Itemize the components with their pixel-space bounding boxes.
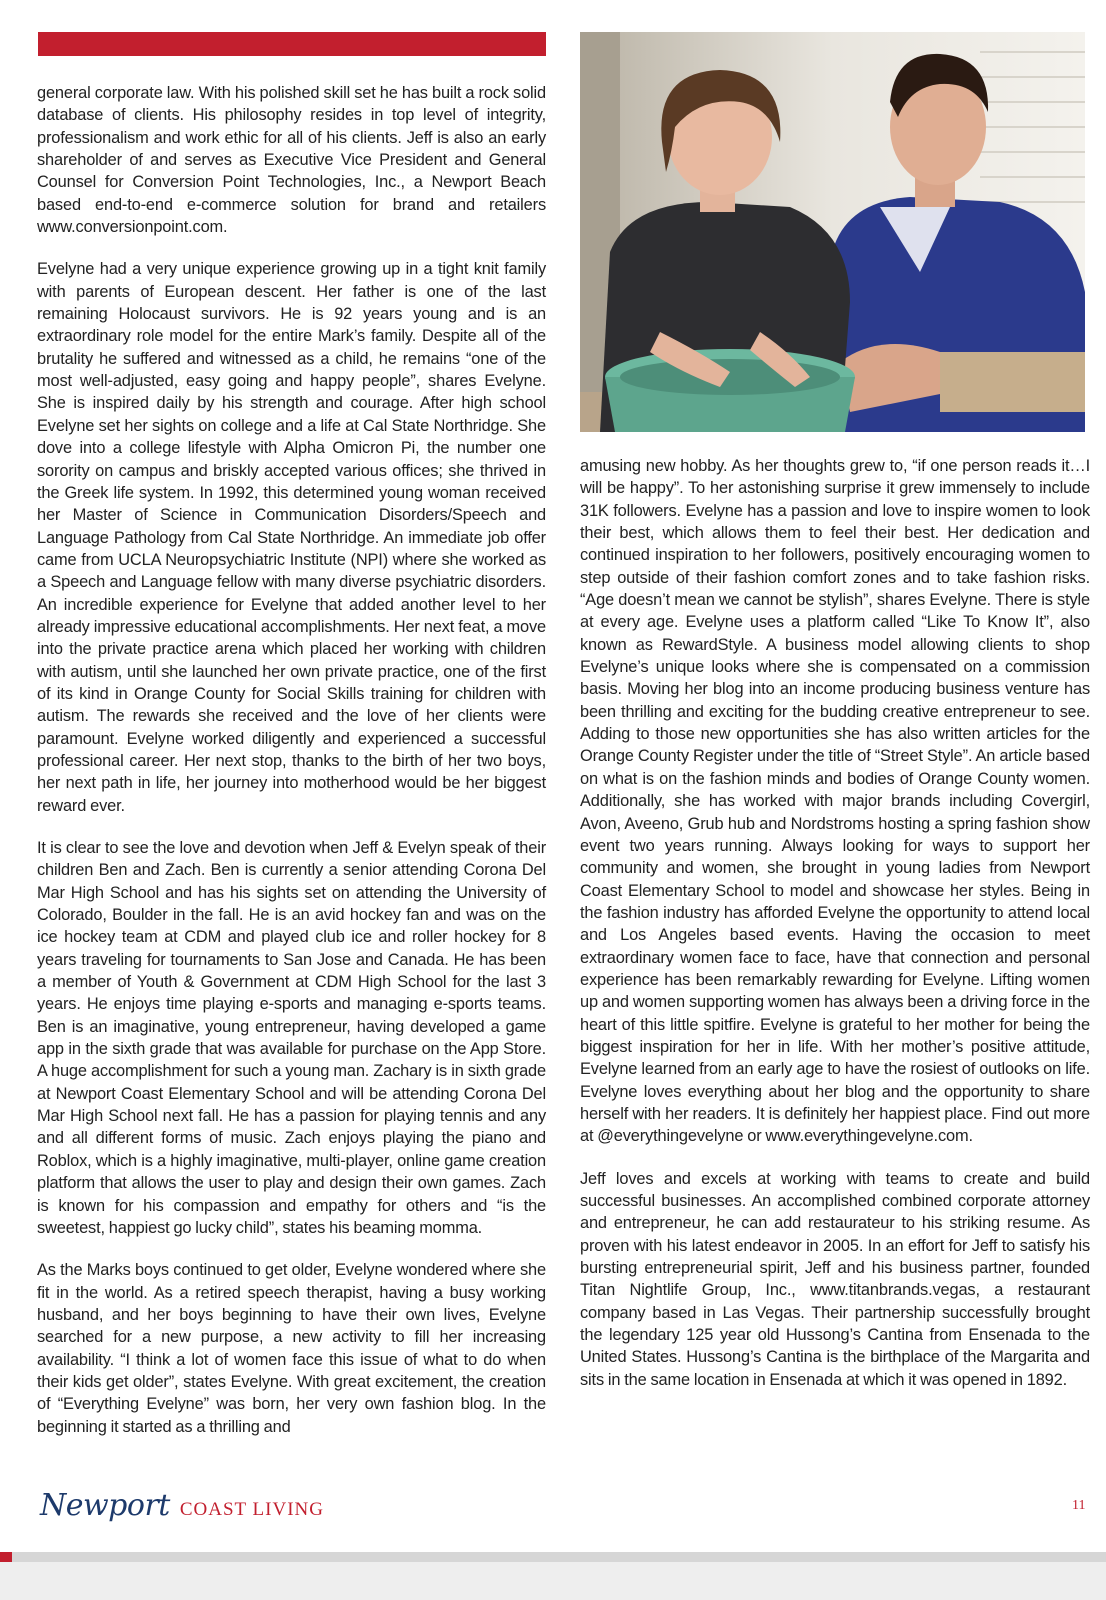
viewer-bottom-band <box>0 1552 1106 1600</box>
body-paragraph: general corporate law. With his polished skill set he has built a rock solid database of clients. His philosophy resides in top level of integrity, professionalism and work ethic for all of his clients. Jeff is also an early shareholder of and serves as Executive Vice President and General Counsel for Conversion Point Technologies, Inc., a Newport Beach based end-to-end e-commerce solution for brand and retailers www.conversionpoint.com. <box>37 84 546 237</box>
article-photo <box>580 32 1085 432</box>
body-paragraph: As the Marks boys continued to get older, Evelyne wondered where she fit in the world. As a retired speech therapist, having a busy working husband, and her boys beginning to have their own lives, Evelyne searched for a new purpose, a new activity to fill her increasing availability. “I think a lot of women face this issue of what to do when their kids get older”, states Evelyne. With great excitement, the creation of “Everything Evelyne” was born, her very own fashion blog. In the beginning it started as a thrilling and <box>37 1261 546 1436</box>
body-paragraph: It is clear to see the love and devotion when Jeff & Evelyn speak of their children Ben and Zach. Ben is currently a senior attending Corona Del Mar High School and has his sights set on attending the University of Colorado, Boulder in the fall. He is an avid hockey fan and was on the ice hockey team at CDM and played club ice and roller hockey for 8 years traveling for tournaments to San Jose and Canada. He has been a member of Youth & Government at CDM High School for the last 3 years. He enjoys time playing e-sports and managing e-sports teams. Ben is an imaginative, young entrepreneur, having developed a game app in the sixth grade that was available for purchase on the App Store. A huge accomplishment for such a young man. Zachary is in sixth grade at Newport Coast Elementary School and will be attending Corona Del Mar High School next fall. He has a passion for playing tennis and any and all different forms of music. Zach enjoys playing the piano and Roblox, which is a highly imaginative, multi-player, online game creation platform that allows the user to play and design their own games. Zach is known for his compassion and empathy for others and “is the sweetest, happiest go lucky child”, states his beaming momma. <box>37 839 546 1237</box>
scroll-track[interactable] <box>0 1552 1106 1562</box>
logo-caps-text: COAST LIVING <box>179 1499 324 1520</box>
progress-indicator <box>0 1552 12 1562</box>
article-column-left <box>37 82 546 1458</box>
header-accent-bar <box>38 32 546 56</box>
body-paragraph: amusing new hobby. As her thoughts grew to, “if one person reads it…I will be happy”. To her astonishing surprise it grew immensely to include 31K followers. Evelyne has a passion and love to inspire women to look their best, which allows them to feel their best. Her dedication and continued inspiration to her followers, positively encouraging women to step outside of their fashion comfort zones and to take fashion risks. “Age doesn’t mean we cannot be stylish”, shares Evelyne. There is style at every age. Evelyne uses a platform called “Like To Know It”, also known as RewardStyle. A business model allowing clients to shop Evelyne’s unique looks where she is compensated on a commission basis. Moving her blog into an income producing business venture has been thrilling and exciting for the budding creative entrepreneur to see. Adding to those new opportunities she has also written articles for the Orange County Register under the title of “Street Style”. An article based on what is on the fashion minds and bodies of Orange County women. Additionally, she has worked with major brands including Covergirl, Avon, Aveeno, Grub hub and Nordstroms hosting a spring fashion show event two years running. Always looking for ways to support her community and women, she brought in young ladies from Newport Coast Elementary School to model and showcase her styles. Being in the fashion industry has afforded Evelyne the opportunity to attend local and Los Angeles based events. Having the occasion to meet extraordinary women face to face, have that connection and personal experience has been remarkably rewarding for Evelyne. Lifting women up and women supporting women has always been a driving force in the heart of this little spitfire. Evelyne is grateful to her mother for being the biggest inspiration for her in life. With her mother’s positive attitude, Evelyne learned from an early age to have the rosiest of outlooks on life. Evelyne loves everything about her blog and the opportunity to share herself with her readers. It is definitely her happiest place. Find out more at @everythingevelyne or www.everythingevelyne.com. <box>580 457 1090 1146</box>
body-paragraph: Jeff loves and excels at working with teams to create and build successful businesses. An accomplished combined corporate attorney and entrepreneur, he can add restaurateur to his striking resume. As proven with his latest endeavor in 2005. In an effort for Jeff to satisfy his bursting entrepreneurial spirit, Jeff and his business partner, founded Titan Nightlife Group, Inc., www.titanbrands.vegas, a restaurant company based in Las Vegas. Their partnership successfully brought the legendary 125 year old Hussong’s Cantina from Ensenada to the United States. Hussong’s Cantina is the birthplace of the Margarita and sits in the same location in Ensenada at which it was opened in 1892. <box>580 1169 1090 1389</box>
article-column-right <box>580 455 1090 1411</box>
body-paragraph: Evelyne had a very unique experience growing up in a tight knit family with parents of European descent. Her father is one of the last remaining Holocaust survivors. He is 92 years young and is an extraordinary role model for the entire Mark’s family. Despite all of the brutality he suffered and witnessed as a child, he remains “one of the most well-adjusted, easy going and happy people”, shares Evelyne. She is inspired daily by his strength and courage. After high school Evelyne set her sights on college and a life at Cal State Northridge. She dove into a college lifestyle with Alpha Omicron Pi, the number one sorority on campus and briskly accepted various offices; she thrived in the Greek life system. In 1992, this determined young woman received her Master of Science in Communication Disorders/Speech and Language Pathology from Cal State Northridge. An immediate job offer came from UCLA Neuropsychiatric Institute (NPI) where she worked as a Speech and Language fellow with many diverse psychiatric disorders. An incredible experience for Evelyne that added another level to her already impressive educational accomplishments. Her next feat, a move into the private practice arena which placed her working with children with autism, until she launched her own private practice, one of the first of its kind in Orange County for Social Skills training for children with autism. The rewards she received and the love of her clients were paramount. Evelyne worked diligently and experienced a successful professional career. Her next stop, thanks to the birth of her two boys, her next path in life, her journey into motherhood would be her biggest reward ever. <box>37 260 546 815</box>
logo-script-text: Newport <box>40 1488 170 1523</box>
page-number: 11 <box>1072 1498 1086 1513</box>
photo-illustration <box>580 32 1085 432</box>
magazine-logo <box>40 1488 324 1532</box>
